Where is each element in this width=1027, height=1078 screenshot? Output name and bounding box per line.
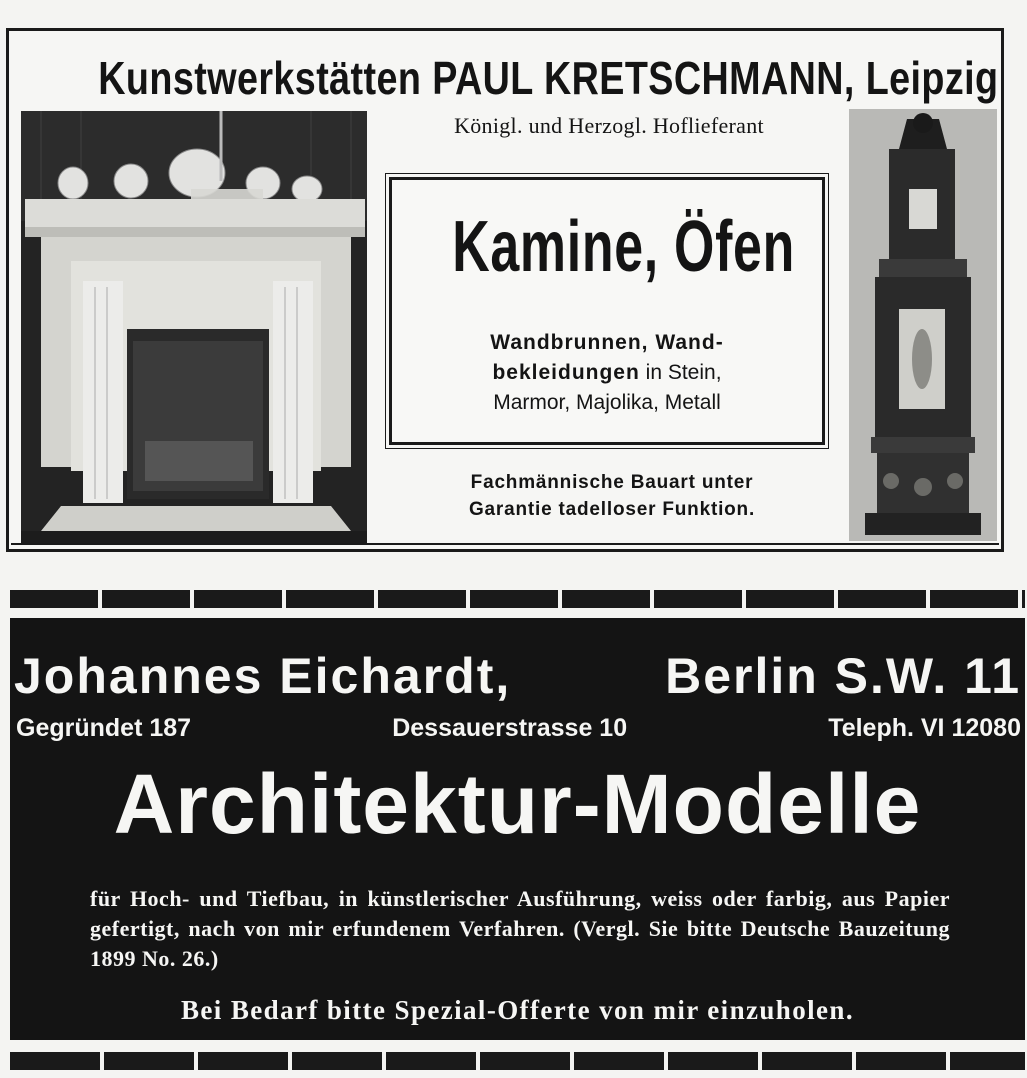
eichardt-name-left: Johannes Eichardt, <box>14 648 512 704</box>
eichardt-founded: Gegründet 187 <box>16 714 192 742</box>
footer-line-2: Garantie tadelloser Funktion. <box>468 499 756 520</box>
eichardt-name <box>14 644 1021 708</box>
kamine-headline: Kamine, Öfen <box>452 207 795 287</box>
eichardt-body: für Hoch- und Tiefbau, in künstlerischer Ausführung, weiss oder farbig, aus Papier gefertigt, nach von mir erfundenem Verfahren. (Vergl. Sie bitte Deutsche Bauzeitung 1899 No. 26.) <box>90 886 950 971</box>
desc-bold-2: bekleidungen <box>492 361 640 384</box>
kretschmann-subtitle: Königl. und Herzogl. Hoflieferant <box>454 113 764 138</box>
tiled-stove-photo <box>849 109 997 541</box>
advertisement-eichardt <box>10 618 1025 1040</box>
eichardt-headline: Architektur-Modelle <box>113 757 922 851</box>
advertisement-kretschmann <box>6 28 1004 552</box>
desc-rest-2: in Stein, <box>639 361 722 384</box>
eichardt-footer: Bei Bedarf bitte Spezial-Offerte von mir einzuholen. <box>181 995 854 1025</box>
fireplace-photo <box>21 111 367 543</box>
kretschmann-footer <box>379 469 845 523</box>
eichardt-address: Dessauerstrasse 10 <box>392 714 628 742</box>
eichardt-info-line <box>16 710 1021 746</box>
ornamental-bar-bottom <box>10 1052 1025 1070</box>
kretschmann-title: Kunstwerkstätten PAUL KRETSCHMANN, Leipzig <box>98 52 999 104</box>
desc-line-3: Marmor, Majolika, Metall <box>493 391 721 414</box>
footer-line-1: Fachmännische Bauart unter <box>470 472 754 493</box>
eichardt-phone: Teleph. VI 12080 <box>828 714 1021 742</box>
ornamental-bar-top <box>10 590 1025 608</box>
kamine-box <box>389 177 825 445</box>
desc-bold-1: Wandbrunnen, Wand- <box>490 331 724 354</box>
eichardt-city: Berlin S.W. 11 <box>665 648 1021 704</box>
kamine-description <box>412 328 802 418</box>
